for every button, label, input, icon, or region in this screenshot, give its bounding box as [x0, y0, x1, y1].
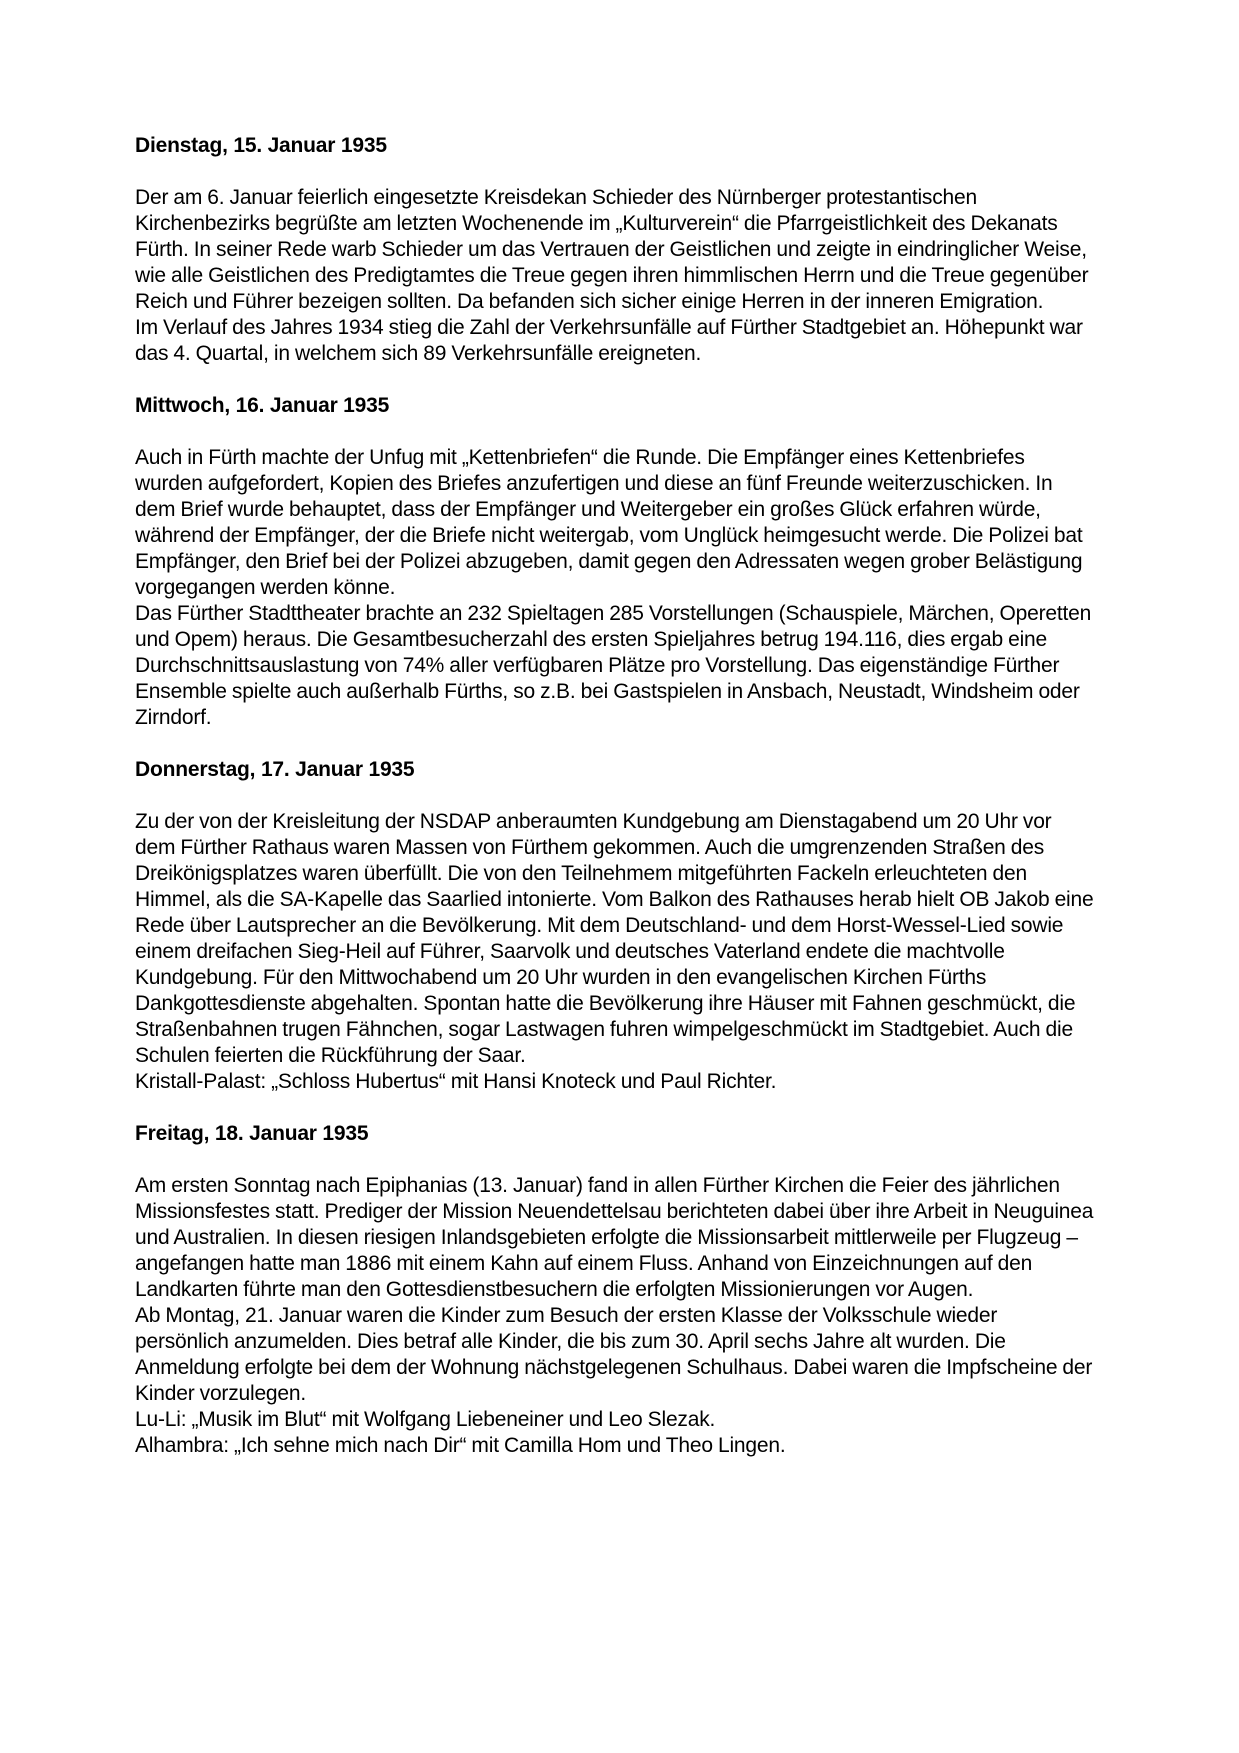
paragraph: Der am 6. Januar feierlich eingesetzte Kreisdekan Schieder des Nürnberger protestantischen Kirchenbezirks begrüßte am letzten Wochenende im „Kulturverein“ die Pfarrgeistlichkeit des Dekanats Fürth. In seiner Rede warb Schieder um das Vertrauen der Geistlichen und zeigte in eindringlicher Weise, wie alle Geistlichen des Predigtamtes die Treue gegen ihren himmlischen Herrn und die Treue gegenüber Reich und Führer bezeigen sollten. Da befanden sich sicher einige Herren in der inneren Emigration. [135, 186, 1089, 313]
section-donnerstag-17-januar-1935 [135, 757, 1095, 1095]
paragraph: Kristall-Palast: „Schloss Hubertus“ mit Hansi Knoteck und Paul Richter. [135, 1070, 777, 1093]
section-heading: Dienstag, 15. Januar 1935 [135, 134, 387, 157]
paragraph: Ab Montag, 21. Januar waren die Kinder zum Besuch der ersten Klasse der Volksschule wieder persönlich anzumelden. Dies betraf alle Kinder, die bis zum 30. April sechs Jahre alt wurden. Die Anmeldung erfolgte bei dem der Wohnung nächstgelegenen Schulhaus. Dabei waren die Impfscheine der Kinder vorzulegen. [135, 1304, 1093, 1405]
document-content [135, 133, 1095, 1459]
paragraph: Zu der von der Kreisleitung der NSDAP anberaumten Kundgebung am Dienstagabend um 20 Uhr vor dem Fürther Rathaus waren Massen von Fürthem gekommen. Auch die umgrenzenden Straßen des Dreikönigsplatzes waren überfüllt. Die von den Teilnehmem mitgeführten Fackeln erleuchteten den Himmel, als die SA-Kapelle das Saarlied intonierte. Vom Balkon des Rathauses herab hielt OB Jakob eine Rede über Lautsprecher an die Bevölkerung. Mit dem Deutschland- und dem Horst-Wessel-Lied sowie einem dreifachen Sieg-Heil auf Führer, Saarvolk und deutsches Vaterland endete die machtvolle Kundgebung. Für den Mittwochabend um 20 Uhr wurden in den evangelischen Kirchen Fürths Dankgottesdienste abgehalten. Spontan hatte die Bevölkerung ihre Häuser mit Fahnen geschmückt, die Straßenbahnen trugen Fähnchen, sogar Lastwagen fuhren wimpelgeschmückt im Stadtgebiet. Auch die Schulen feierten die Rückführung der Saar. [135, 810, 1094, 1067]
section-freitag-18-januar-1935 [135, 1121, 1095, 1459]
paragraph: Lu-Li: „Musik im Blut“ mit Wolfgang Liebeneiner und Leo Slezak. [135, 1408, 716, 1431]
section-mittwoch-16-januar-1935 [135, 393, 1095, 731]
paragraph: Alhambra: „Ich sehne mich nach Dir“ mit Camilla Hom und Theo Lingen. [135, 1434, 786, 1457]
paragraph: Im Verlauf des Jahres 1934 stieg die Zahl der Verkehrsunfälle auf Fürther Stadtgebiet an. Höhepunkt war das 4. Quartal, in welchem sich 89 Verkehrsunfälle ereigneten. [135, 316, 1083, 365]
paragraph: Am ersten Sonntag nach Epiphanias (13. Januar) fand in allen Fürther Kirchen die Feier des jährlichen Missionsfestes statt. Prediger der Mission Neuendettelsau berichteten dabei über ihre Arbeit in Neuguinea und Australien. In diesen riesigen Inlandsgebieten erfolgte die Missionsarbeit mittlerweile per Flugzeug – angefangen hatte man 1886 mit einem Kahn auf einem Fluss. Anhand von Einzeichnungen auf den Landkarten führte man den Gottesdienstbesuchern die erfolgten Missionierungen vor Augen. [135, 1174, 1094, 1301]
paragraph: Auch in Fürth machte der Unfug mit „Kettenbriefen“ die Runde. Die Empfänger eines Kettenbriefes wurden aufgefordert, Kopien des Briefes anzufertigen und diese an fünf Freunde weiterzuschicken. In dem Brief wurde behauptet, dass der Empfänger und Weitergeber ein großes Glück erfahren würde, während der Empfänger, der die Briefe nicht weitergab, vom Unglück heimgesucht werde. Die Polizei bat Empfänger, den Brief bei der Polizei abzugeben, damit gegen den Adressaten wegen grober Belästigung vorgegangen werden könne. [135, 446, 1083, 599]
section-heading: Mittwoch, 16. Januar 1935 [135, 394, 390, 417]
section-heading: Freitag, 18. Januar 1935 [135, 1122, 369, 1145]
section-heading: Donnerstag, 17. Januar 1935 [135, 758, 415, 781]
paragraph: Das Fürther Stadttheater brachte an 232 Spieltagen 285 Vorstellungen (Schauspiele, Märchen, Operetten und Opem) heraus. Die Gesamtbesucherzahl des ersten Spieljahres betrug 194.116, dies ergab eine Durchschnittsauslastung von 74% aller verfügbaren Plätze pro Vorstellung. Das eigenständige Fürther Ensemble spielte auch außerhalb Fürths, so z.B. bei Gastspielen in Ansbach, Neustadt, Windsheim oder Zirndorf. [135, 602, 1092, 729]
section-dienstag-15-januar-1935 [135, 133, 1095, 367]
